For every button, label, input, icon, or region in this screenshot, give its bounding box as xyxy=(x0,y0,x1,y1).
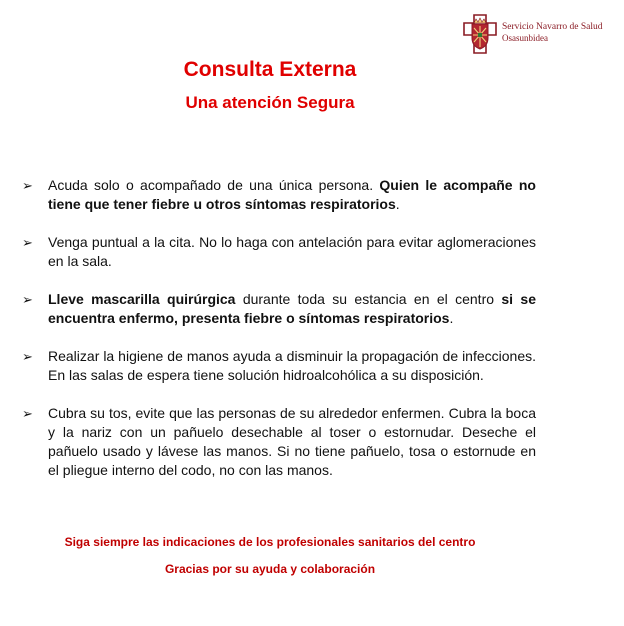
text: Venga puntual a la cita. No lo haga con antelación para evitar aglomeraciones en la sala. xyxy=(48,234,536,269)
bold-text: si se encuentra enfermo, presenta fiebre o síntomas respiratorios xyxy=(48,291,536,326)
bold-text: Quien le acompañe no tiene que tener fiebre u otros síntomas respiratorios xyxy=(48,177,536,212)
footer-thanks: Gracias por su ayuda y colaboración xyxy=(164,562,376,576)
logo-line-2: Osasunbidea xyxy=(502,33,548,43)
bold-text: Lleve mascarilla quirúrgica xyxy=(48,291,236,307)
arrow-bullet-icon: ➢ xyxy=(22,292,33,307)
footer-instructions: Siga siempre las indicaciones de los profesionales sanitarios del centro xyxy=(64,535,476,549)
text: . xyxy=(395,196,400,212)
arrow-bullet-icon: ➢ xyxy=(22,178,33,193)
page-subtitle: Una atención Segura xyxy=(185,93,355,112)
page-title: Consulta Externa xyxy=(183,58,357,81)
list-item xyxy=(22,404,536,480)
arrow-bullet-icon: ➢ xyxy=(22,349,33,364)
arrow-bullet-icon: ➢ xyxy=(22,235,33,250)
text: . xyxy=(449,310,454,326)
text: Realizar la higiene de manos ayuda a disminuir la propagación de infecciones. En las salas de espera tiene solución hidroalcohólica a su disposición. xyxy=(48,348,536,383)
list-item xyxy=(22,347,536,385)
text: durante toda su estancia en el centro xyxy=(235,291,502,307)
list-item xyxy=(22,290,536,328)
text: Cubra su tos, evite que las personas de su alrededor enfermen. Cubra la boca y la nariz con un pañuelo desechable al toser o estornudar. Deseche el pañuelo usado y lávese las manos. Si no tiene pañuelo, tosa o estornude en el pliegue interno del codo, no con las manos. xyxy=(48,405,536,478)
list-item xyxy=(22,233,536,271)
navarra-shield-icon xyxy=(462,14,498,54)
list-item xyxy=(22,176,536,214)
health-service-logo xyxy=(462,14,612,54)
text: Acuda solo o acompañado de una única persona. xyxy=(48,177,380,193)
instructions-list xyxy=(22,176,536,499)
arrow-bullet-icon: ➢ xyxy=(22,406,33,421)
logo-line-1: Servicio Navarro de Salud xyxy=(502,22,603,32)
